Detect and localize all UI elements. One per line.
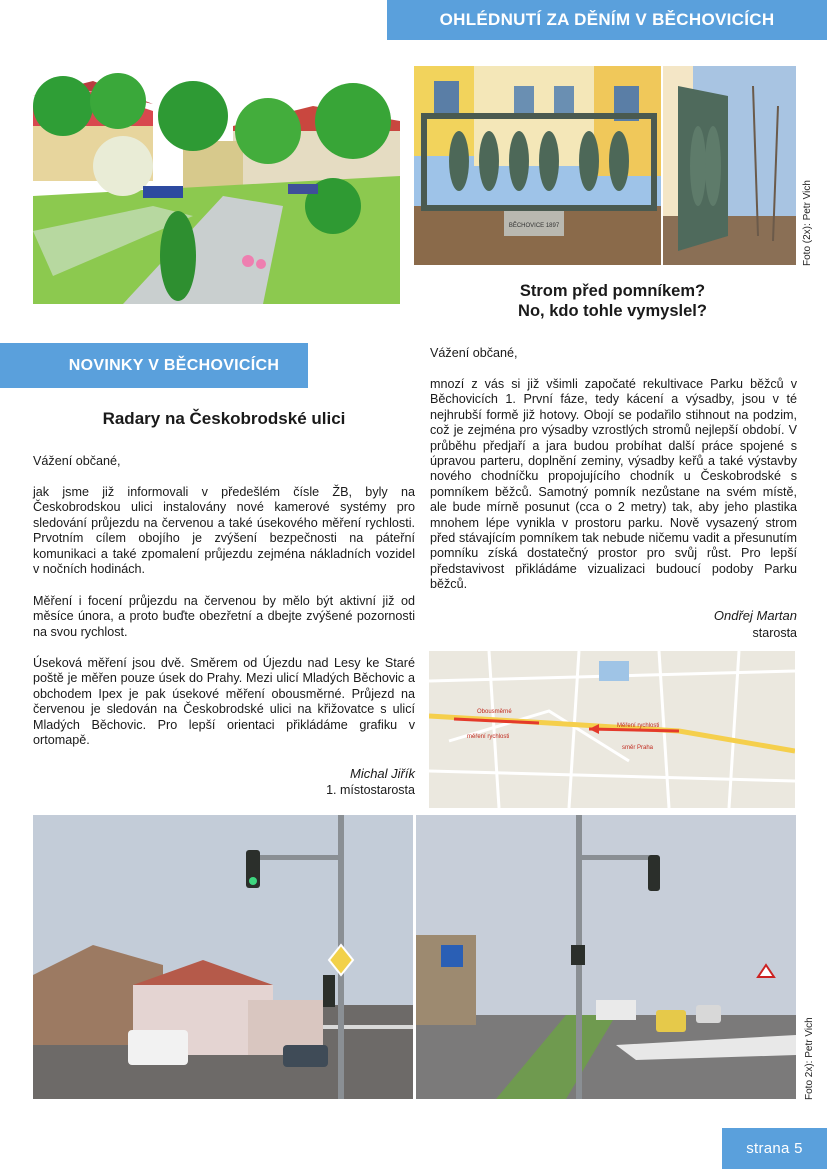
traffic-camera-photo-left <box>33 815 413 1099</box>
radar-article-title: Radary na Českobrodské ulici <box>102 409 346 428</box>
radar-article-paragraph-2: Měření i focení průjezdu na červenou by mělo být aktivní již od měsíce února, a proto buďte obezřetní a dbejte zvýšené pozornosti na svou rychlost. <box>33 594 415 639</box>
photo-credit-bottom: Foto 2x): Petr Vich <box>804 1017 815 1100</box>
runners-sculpture-side-photo <box>663 66 796 265</box>
map-label-direction: směr Praha <box>622 745 654 751</box>
radar-article-author: Michal Jiřík <box>349 766 415 781</box>
radar-article-paragraph-3: Úseková měření jsou dvě. Směrem od Újezdu nad Lesy ke Staré poště je měřen pouze úsek do Prahy. Mezi ulicí Mladých Běchovic a obchodem Ipex je pak úsekové měření obousměrné. Průjezd na červenou je sledován na Českobrodské ulici na křižovatce s ulicí Mladých Běchovic. Pro lepší orientaci přikládáme grafiku v ortomapě. <box>33 656 415 748</box>
photo-credit-top: Foto (2x): Petr Vich <box>802 180 813 266</box>
section-title: OHLÉDNUTÍ ZA DĚNÍM V BĚCHOVICÍCH <box>439 10 775 29</box>
park-article-role: starosta <box>752 626 797 640</box>
map-label-speed: měření rychlosti <box>467 734 510 740</box>
radar-article-paragraph-1: jak jsme již informovali v předešlém čísle ŽB, byly na Českobrodskou ulici instalovány nové kamerové systémy pro sledování průjezdu na červenou a také úsekového měření rychlosti. Prvotním cílem obojího je zvýšení bezpečnosti na páteřní komunikaci a také zpomalení průjezdu zejména nákladních vozidel v nočních hodinách. <box>33 485 415 577</box>
map-label-bidirectional: Obousměrné <box>477 709 512 715</box>
section-banner <box>387 0 827 40</box>
monument-plaque-text: BĚCHOVICE 1897 <box>508 223 560 229</box>
park-article-greeting: Vážení občané, <box>430 346 518 360</box>
park-article-title-line1: Strom před pomníkem? <box>519 282 706 300</box>
park-article-author: Ondřej Martan <box>713 608 797 623</box>
orthomap-image <box>429 651 795 808</box>
runners-sculpture-photo <box>414 66 661 265</box>
map-label-measurement: Měření rychlosti <box>617 723 660 729</box>
traffic-camera-photo-right <box>416 815 796 1099</box>
page-number: strana 5 <box>746 1140 803 1157</box>
park-article-title-line2: No, kdo tohle vymyslel? <box>518 302 707 320</box>
news-banner <box>0 343 308 388</box>
radar-article-role: 1. místostarosta <box>326 783 415 797</box>
park-article-body: mnozí z vás si již všimli započaté rekultivace Parku běžců v Běchovicích 1. První fáze, tedy kácení a výsadby, jsou v té nejhrubší formě již hotovy. Obojí se podařilo stihnout na podzim, což je zejména pro výsadby vzrostlých stromů nejlepší období. V průběhu předjaří a jara budou probíhat další práce spojené s úpravou parteru, doplnění zeminy, výsadby keřů a také výstavby nového chodníčku propojujícího chodník u Českobrodské s pomníkem běžců. Samotný pomník nezůstane na svém místě, ale bude mírně posunut (cca o 2 metry) tak, aby jeho plastika mnohem lépe vynikla v prostoru parku. Nově vysazený strom před stávajícím pomníkem tak nebude ničemu vadit a přesunutím pomníku získá dostatečný prostor pro svůj růst. Pro lepší představivost přikládáme vizualizaci budoucí podoby Parku běžců. <box>430 377 797 592</box>
park-article-title <box>430 281 795 321</box>
page-number-box <box>722 1128 827 1169</box>
radar-article-greeting: Vážení občané, <box>33 454 121 468</box>
park-visualization-image <box>33 66 400 304</box>
news-banner-title: NOVINKY V BĚCHOVICÍCH <box>68 356 280 374</box>
